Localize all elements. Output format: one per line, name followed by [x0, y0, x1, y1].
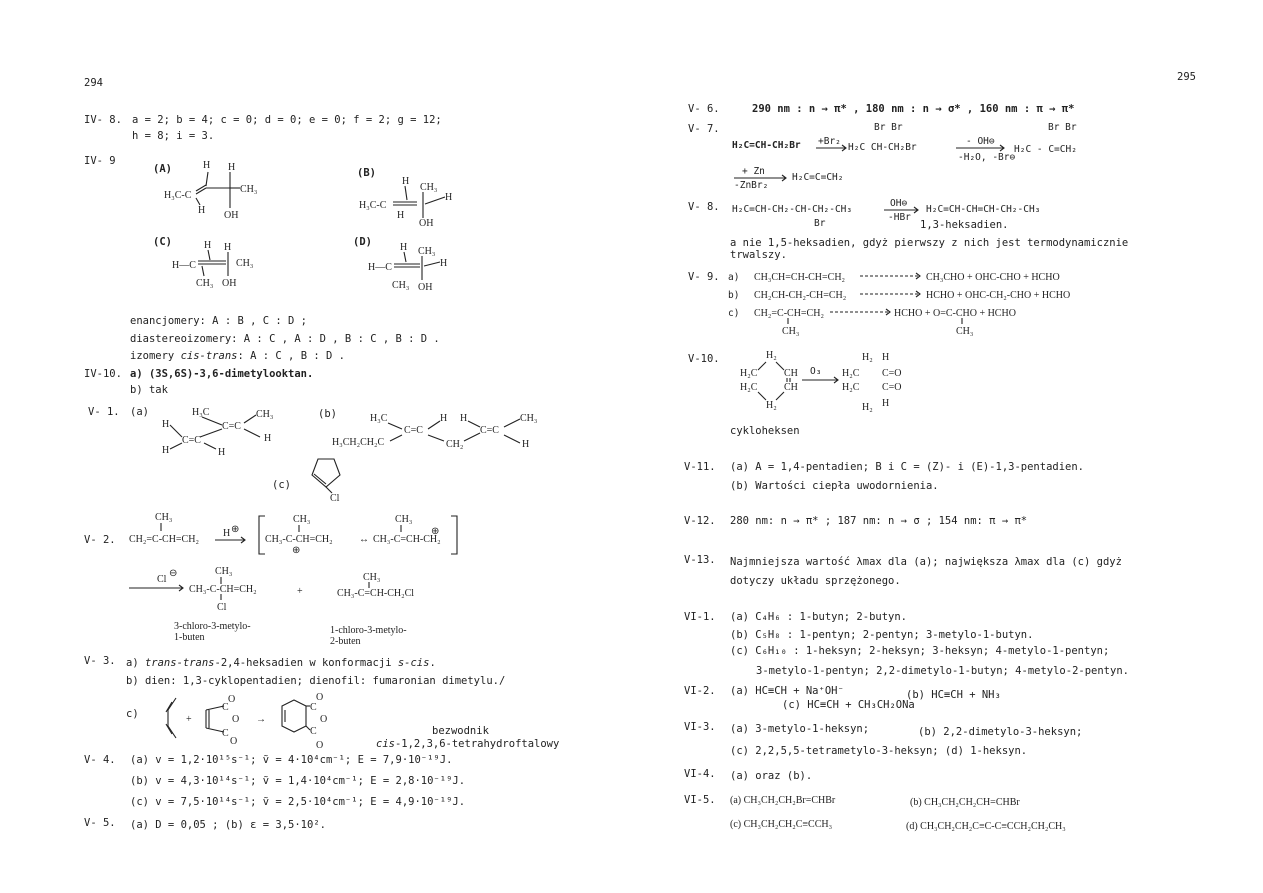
structure-c-diagram: [168, 238, 268, 293]
svg-text:⊕: ⊕: [292, 545, 301, 556]
svg-text:H: H: [162, 419, 170, 430]
svg-text:H: H: [882, 352, 890, 363]
svg-text:H₃C: H₃C: [370, 413, 388, 424]
svg-text:+: +: [297, 586, 303, 597]
svg-text:H: H: [198, 205, 206, 216]
structure-a-diagram: [160, 158, 270, 223]
svg-text:O: O: [316, 740, 324, 751]
answer-label-v6: V- 6.: [688, 103, 720, 115]
svg-text:H: H: [460, 413, 468, 424]
answer-label-v9: V- 9.: [688, 271, 720, 283]
vi5-a: (a) CH₃CH₂CH₂Br=CHBr: [730, 795, 836, 806]
answer-label-iv9: IV- 9: [84, 155, 116, 167]
svg-text:H: H: [440, 258, 448, 269]
structure-b-diagram: [355, 167, 470, 230]
svg-text:H—C: H—C: [172, 260, 196, 271]
svg-text:H: H: [397, 210, 405, 221]
svg-text:⊕: ⊕: [431, 526, 440, 537]
svg-text:O: O: [316, 692, 324, 703]
svg-text:O: O: [230, 736, 238, 747]
structure-tag-a: (A): [153, 163, 172, 175]
v4-c: (c) v = 7,5·10¹⁴s⁻¹; ṽ = 2,5·10⁴cm⁻¹; E = 4,9·10⁻¹⁹J.: [130, 796, 466, 808]
page-number-left: 294: [84, 77, 103, 89]
svg-text:C: C: [222, 728, 229, 739]
vi1-b: (b) C₅H₈ : 1-pentyn; 2-pentyn; 3-metylo-1-butyn.: [730, 629, 1034, 641]
svg-text:Br: Br: [814, 218, 826, 229]
svg-text:H₂C=CH-CH₂-CH-CH₂-CH₃: H₂C=CH-CH₂-CH-CH₂-CH₃: [732, 204, 853, 215]
svg-text:H₂: H₂: [766, 350, 777, 361]
svg-text:H: H: [218, 447, 226, 458]
svg-text:H₂C: H₂C: [842, 382, 860, 393]
svg-text:CH₃: CH₃: [293, 514, 311, 525]
v1-cl-label: Cl: [330, 493, 340, 504]
svg-text:CH₃: CH₃: [215, 566, 233, 577]
svg-text:CH₃-C-CH=CH₂: CH₃-C-CH=CH₂: [189, 584, 257, 595]
svg-text:H₂C: H₂C: [740, 382, 758, 393]
svg-text:H—C: H—C: [368, 262, 392, 273]
iv8-line2: h = 8; i = 3.: [132, 130, 215, 142]
svg-text:HCHO + OHC-CH₂-CHO + HCHO: HCHO + OHC-CH₂-CHO + HCHO: [926, 290, 1071, 301]
iv9-enantiomers: enancjomery: A : B , C : D ;: [130, 315, 308, 327]
v13-l2: dotyczy układu sprzężonego.: [730, 575, 901, 587]
svg-text:CH₃: CH₃: [392, 280, 410, 291]
vi4-text: (a) oraz (b).: [730, 770, 813, 782]
svg-text:CH₃: CH₃: [418, 246, 436, 257]
svg-text:c): c): [728, 308, 740, 319]
svg-text:CH₃-C=CH-CH₂: CH₃-C=CH-CH₂: [373, 534, 441, 545]
svg-text:H₂C CH-CH₂Br: H₂C CH-CH₂Br: [848, 142, 917, 153]
svg-text:CH₂CH-CH₂-CH=CH₂: CH₂CH-CH₂-CH=CH₂: [754, 290, 847, 301]
structure-tag-d: (D): [353, 236, 372, 248]
svg-text:⊕: ⊕: [231, 524, 240, 535]
svg-text:H: H: [882, 398, 890, 409]
svg-text:H: H: [228, 162, 236, 173]
svg-text:H₃C-C: H₃C-C: [164, 190, 192, 201]
answer-label-v13: V-13.: [684, 554, 716, 566]
v3-anhydride-l1: bezwodnik: [432, 725, 489, 737]
svg-text:Cl: Cl: [157, 574, 167, 585]
svg-text:OH: OH: [224, 210, 239, 221]
iv9-diastereomers: diastereoizomery: A : C , A : D , B : C , B : D .: [130, 333, 440, 345]
svg-text:H: H: [440, 413, 448, 424]
svg-text:-HBr: -HBr: [888, 212, 911, 223]
svg-text:H₂C - C=CH₂: H₂C - C=CH₂: [1014, 144, 1077, 155]
answer-label-vi3: VI-3.: [684, 721, 716, 733]
svg-text:C=O: C=O: [882, 368, 902, 379]
svg-text:H: H: [203, 160, 211, 171]
svg-text:H: H: [162, 445, 170, 456]
svg-text:C: C: [222, 702, 229, 713]
vi5-c: (c) CH₃CH₂CH₂C≡CCH₃: [730, 819, 833, 830]
answer-label-iv8: IV- 8.: [84, 114, 122, 126]
svg-text:Cl: Cl: [217, 602, 227, 613]
svg-text:CH₃CH=CH-CH=CH₂: CH₃CH=CH-CH=CH₂: [754, 272, 846, 283]
svg-text:Br Br: Br Br: [874, 122, 903, 133]
v2-product1-name-l1: 3-chloro-3-metylo-: [174, 621, 251, 632]
svg-text:CH₃: CH₃: [395, 514, 413, 525]
svg-text:H₂C=CH-CH₂Br: H₂C=CH-CH₂Br: [732, 140, 801, 151]
answer-label-vi1: VI-1.: [684, 611, 716, 623]
answer-label-v11: V-11.: [684, 461, 716, 473]
v4-a: (a) v = 1,2·10¹⁵s⁻¹; ṽ = 4·10⁴cm⁻¹; E = 7,9·10⁻¹⁹J.: [130, 754, 453, 766]
answer-label-v12: V-12.: [684, 515, 716, 527]
svg-text:CH₂=C-CH=CH₂: CH₂=C-CH=CH₂: [129, 534, 199, 545]
svg-text:H₃C: H₃C: [192, 407, 210, 418]
svg-text:- OH⊖: - OH⊖: [966, 136, 995, 147]
svg-text:H₂: H₂: [766, 400, 777, 411]
v1-a-diagram: [160, 405, 290, 457]
answer-label-v10: V-10.: [688, 353, 720, 365]
v9-reactions-diagram: [726, 266, 1116, 341]
svg-text:OH: OH: [418, 282, 433, 293]
v10-name: cykloheksen: [730, 425, 800, 437]
svg-text:C=C: C=C: [182, 435, 201, 446]
v8-note-l2: trwalszy.: [730, 249, 787, 261]
svg-text:H₂: H₂: [862, 402, 873, 413]
svg-text:Br Br: Br Br: [1048, 122, 1077, 133]
v2-product1-name-l2: 1-buten: [174, 632, 205, 643]
svg-text:a): a): [728, 272, 740, 283]
answer-label-v5: V- 5.: [84, 817, 116, 829]
svg-text:O: O: [232, 714, 240, 725]
svg-text:O₃: O₃: [810, 366, 822, 377]
iv9-cis-trans: izomery cis-trans: A : C , B : D .: [130, 350, 345, 362]
vi1-a: (a) C₄H₆ : 1-butyn; 2-butyn.: [730, 611, 908, 623]
v4-b: (b) v = 4,3·10¹⁴s⁻¹; ṽ = 1,4·10⁴cm⁻¹; E = 2,8·10⁻¹⁹J.: [130, 775, 466, 787]
iv10-b: b) tak: [130, 384, 168, 396]
svg-text:C=C: C=C: [222, 421, 241, 432]
svg-text:CH₃: CH₃: [520, 413, 538, 424]
svg-text:H: H: [264, 433, 272, 444]
svg-text:-ZnBr₂: -ZnBr₂: [734, 180, 769, 191]
v11-a: (a) A = 1,4-pentadien; B i C = (Z)- i (E)-1,3-pentadien.: [730, 461, 1085, 473]
svg-text:+ Zn: + Zn: [742, 166, 765, 177]
v2-product2-name-l2: 2-buten: [330, 636, 361, 647]
vi1-c: (c) C₆H₁₀ : 1-heksyn; 2-heksyn; 3-heksyn; 4-metylo-1-pentyn;: [730, 645, 1110, 657]
svg-text:+Br₂: +Br₂: [818, 136, 841, 147]
vi2-a: (a) HC≡CH + Na⁺OH⁻: [730, 685, 844, 697]
answer-label-v2: V- 2.: [84, 534, 116, 546]
answer-label-vi5: VI-5.: [684, 794, 716, 806]
answer-label-vi2: VI-2.: [684, 685, 716, 697]
answer-label-iv10: IV-10.: [84, 368, 122, 380]
v10-ozonolysis-diagram: [736, 348, 916, 418]
svg-text:↔: ↔: [359, 534, 369, 545]
vi1-c2: 3-metylo-1-pentyn; 2,2-dimetylo-1-butyn; 4-metylo-2-pentyn.: [756, 665, 1129, 677]
svg-text:CH₃: CH₃: [236, 258, 254, 269]
svg-text:H₃C-C: H₃C-C: [359, 200, 387, 211]
v2-reaction-diagram: [125, 510, 470, 620]
svg-text:CH₃: CH₃: [256, 409, 274, 420]
svg-text:CH₃: CH₃: [240, 184, 258, 195]
v1-tag-b: (b): [318, 408, 337, 420]
v8-note-l1: a nie 1,5-heksadien, gdyż pierwszy z nich jest termodynamicznie: [730, 237, 1129, 249]
answer-label-v8: V- 8.: [688, 201, 720, 213]
svg-text:C: C: [310, 726, 317, 737]
iv8-line1: a = 2; b = 4; c = 0; d = 0; e = 0; f = 2; g = 12;: [132, 114, 442, 126]
vi3-c: (c) 2,2,5,5-tetrametylo-3-heksyn; (d) 1-heksyn.: [730, 745, 1028, 757]
page-number-right: 295: [1177, 71, 1196, 83]
svg-text:H: H: [400, 242, 408, 253]
v1-c-cyclopentene-diagram: [300, 455, 360, 505]
svg-text:HCHO + O=C-CHO + HCHO: HCHO + O=C-CHO + HCHO: [894, 308, 1016, 319]
svg-text:H₂C=C=CH₂: H₂C=C=CH₂: [792, 172, 844, 183]
svg-text:H₃CH₂CH₂C: H₃CH₂CH₂C: [332, 437, 385, 448]
svg-text:H: H: [224, 242, 232, 253]
structure-tag-c: (C): [153, 236, 172, 248]
svg-text:CH₃: CH₃: [363, 572, 381, 583]
v5-text: (a) D = 0,05 ; (b) ε = 3,5·10².: [130, 819, 326, 831]
svg-text:b): b): [728, 290, 740, 301]
v6-text: 290 nm : n → π* , 180 nm : n → σ* , 160 nm : π → π*: [752, 103, 1075, 115]
v1-tag-c: (c): [272, 479, 291, 491]
svg-text:OH: OH: [419, 218, 434, 229]
vi5-b: (b) CH₃CH₂CH₂CH=CHBr: [910, 797, 1020, 808]
svg-text:CH₃: CH₃: [155, 512, 173, 523]
svg-text:CH₃: CH₃: [956, 326, 974, 337]
answer-label-v1: V- 1.: [88, 406, 120, 418]
svg-text:H₂C: H₂C: [740, 368, 758, 379]
svg-text:H₂C=CH-CH=CH-CH₂-CH₃: H₂C=CH-CH=CH-CH₂-CH₃: [926, 204, 1041, 215]
structure-tag-b: (B): [357, 167, 376, 179]
svg-text:CH₃: CH₃: [196, 278, 214, 289]
svg-text:OH: OH: [222, 278, 237, 289]
svg-text:CH₃: CH₃: [782, 326, 800, 337]
iv10-a: a) (3S,6S)-3,6-dimetylooktan.: [130, 368, 314, 380]
svg-text:H₂C: H₂C: [842, 368, 860, 379]
svg-text:H₂: H₂: [862, 352, 873, 363]
structure-d-diagram: [364, 240, 464, 295]
answer-label-v7: V- 7.: [688, 123, 720, 135]
svg-text:CH₃-C-CH=CH₂: CH₃-C-CH=CH₂: [265, 534, 333, 545]
v3-b: b) dien: 1,3-cyklopentadien; dienofil: fumaronian dimetylu./: [126, 675, 506, 687]
v11-b: (b) Wartości ciepła uwodornienia.: [730, 480, 939, 492]
v13-l1: Najmniejsza wartość λmax dla (a); największa λmax dla (c) gdyż: [730, 556, 1122, 568]
v3-c-reaction-diagram: [160, 692, 350, 752]
svg-text:CH: CH: [784, 368, 798, 379]
vi5-d: (d) CH₃CH₂CH₂C≡C-C≡CCH₂CH₂CH₃: [906, 821, 1066, 832]
v1-tag-a: (a): [130, 406, 149, 418]
v1-b-diagram: [330, 405, 550, 455]
svg-text:CH₃-C=CH-CH₂Cl: CH₃-C=CH-CH₂Cl: [337, 588, 415, 599]
svg-text:C: C: [310, 702, 317, 713]
vi2-b: (b) HC≡CH + NH₃: [906, 689, 1001, 701]
v3-c: c): [126, 708, 139, 720]
svg-text:C=C: C=C: [480, 425, 499, 436]
svg-text:CH₂: CH₂: [446, 439, 464, 450]
v12-text: 280 nm: n → π* ; 187 nm: n → σ ; 154 nm: π → π*: [730, 515, 1028, 527]
vi3-a: (a) 3-metylo-1-heksyn;: [730, 723, 870, 735]
v8-product-name: 1,3-heksadien.: [920, 219, 1009, 231]
svg-text:⊖: ⊖: [169, 568, 178, 579]
answer-label-v3: V- 3.: [84, 655, 116, 667]
v8-reaction-diagram: [730, 196, 1090, 231]
answer-label-vi4: VI-4.: [684, 768, 716, 780]
svg-text:CH₂=C-CH=CH₂: CH₂=C-CH=CH₂: [754, 308, 824, 319]
svg-text:CH₃CHO + OHC-CHO + HCHO: CH₃CHO + OHC-CHO + HCHO: [926, 272, 1060, 283]
vi2-c: (c) HC≡CH + CH₃CH₂ONa: [782, 699, 915, 711]
v2-product2-name-l1: 1-chloro-3-metylo-: [330, 625, 407, 636]
svg-text:CH₃: CH₃: [420, 182, 438, 193]
svg-text:H: H: [522, 439, 530, 450]
svg-text:OH⊖: OH⊖: [890, 198, 908, 209]
svg-text:H: H: [402, 176, 410, 187]
v3-anhydride-l2: cis-1,2,3,6-tetrahydroftalowy: [376, 738, 560, 750]
svg-text:C=O: C=O: [882, 382, 902, 393]
svg-text:H: H: [223, 528, 231, 539]
v7-reaction-diagram: [730, 120, 1110, 195]
svg-text:→: →: [256, 714, 266, 725]
answer-label-v4: V- 4.: [84, 754, 116, 766]
svg-text:O: O: [320, 714, 328, 725]
svg-text:-H₂O, -Br⊖: -H₂O, -Br⊖: [958, 152, 1016, 163]
svg-text:CH: CH: [784, 382, 798, 393]
svg-text:O: O: [228, 694, 236, 705]
svg-text:H: H: [445, 192, 453, 203]
vi3-b: (b) 2,2-dimetylo-3-heksyn;: [918, 726, 1083, 738]
v3-a: a) trans-trans-2,4-heksadien w konformacji s-cis.: [126, 657, 436, 669]
svg-text:C=C: C=C: [404, 425, 423, 436]
svg-text:+: +: [186, 714, 192, 725]
svg-text:H: H: [204, 240, 212, 251]
